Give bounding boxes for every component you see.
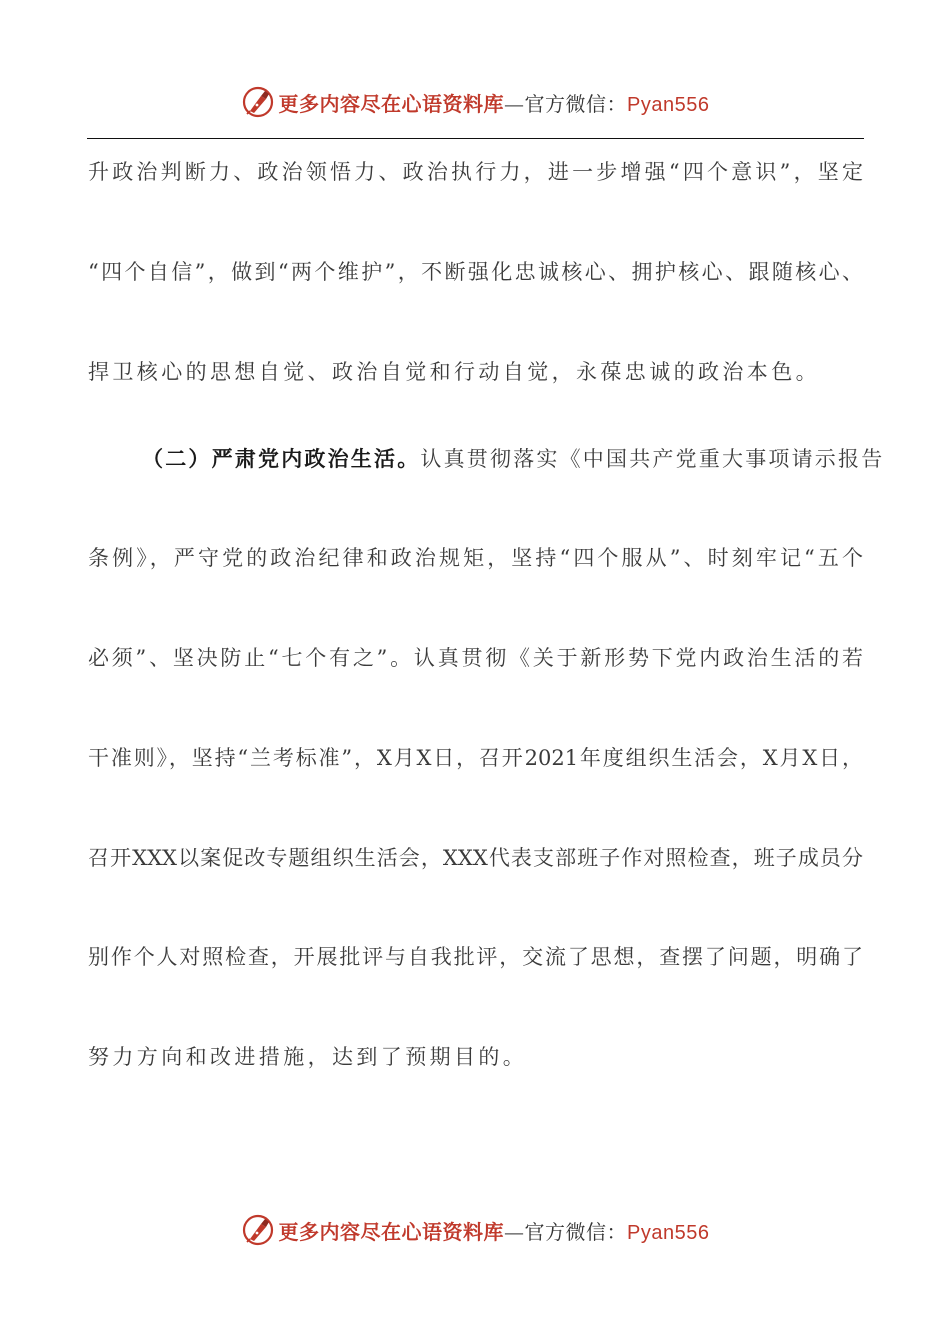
text-span: 认真贯彻落实《中国共产党重大事项请示报告 <box>420 447 885 471</box>
header-divider <box>87 138 864 139</box>
text-line: 必须”、坚决防止“七个有之”。认真贯彻《关于新形势下党内政治生活的若 <box>88 646 863 670</box>
text-line: 别作个人对照检查，开展批评与自我批评，交流了思想，查摆了问题，明确了 <box>88 945 863 969</box>
footer-banner-text <box>279 1216 710 1245</box>
page-header <box>0 82 950 122</box>
footer-brand: 更多内容尽在心语资料库 <box>278 1219 505 1244</box>
text-line: 捍卫核心的思想自觉、政治自觉和行动自觉，永葆忠诚的政治本色。 <box>88 360 820 384</box>
header-banner-text <box>279 88 710 117</box>
header-dash: — <box>504 91 525 116</box>
header-wechat-id: Pyan556 <box>627 93 710 116</box>
pen-nib-logo-icon <box>241 85 275 119</box>
footer-official-label: 官方微信： <box>524 1219 628 1244</box>
footer-wechat-id: Pyan556 <box>627 1221 710 1244</box>
text-line: 干准则》，坚持“兰考标准”，X月X日，召开2021年度组织生活会，X月X日， <box>88 746 863 770</box>
pen-nib-logo-icon <box>241 1213 275 1247</box>
header-brand: 更多内容尽在心语资料库 <box>278 91 505 116</box>
section-heading: （二）严肃党内政治生活。 <box>142 446 421 471</box>
text-line: 条例》，严守党的政治纪律和政治规矩，坚持“四个服从”、时刻牢记“五个 <box>88 546 863 570</box>
text-line: 召开XXX以案促改专题组织生活会，XXX代表支部班子作对照检查，班子成员分 <box>88 846 863 870</box>
text-line: “四个自信”，做到“两个维护”，不断强化忠诚核心、拥护核心、跟随核心、 <box>88 260 863 284</box>
footer-dash: — <box>504 1219 525 1244</box>
text-line: 升政治判断力、政治领悟力、政治执行力，进一步增强“四个意识”，坚定 <box>88 160 863 184</box>
page-footer <box>0 1210 950 1250</box>
paragraph-first-line <box>142 445 884 473</box>
header-official-label: 官方微信： <box>524 91 628 116</box>
text-line: 努力方向和改进措施，达到了预期目的。 <box>88 1045 528 1069</box>
